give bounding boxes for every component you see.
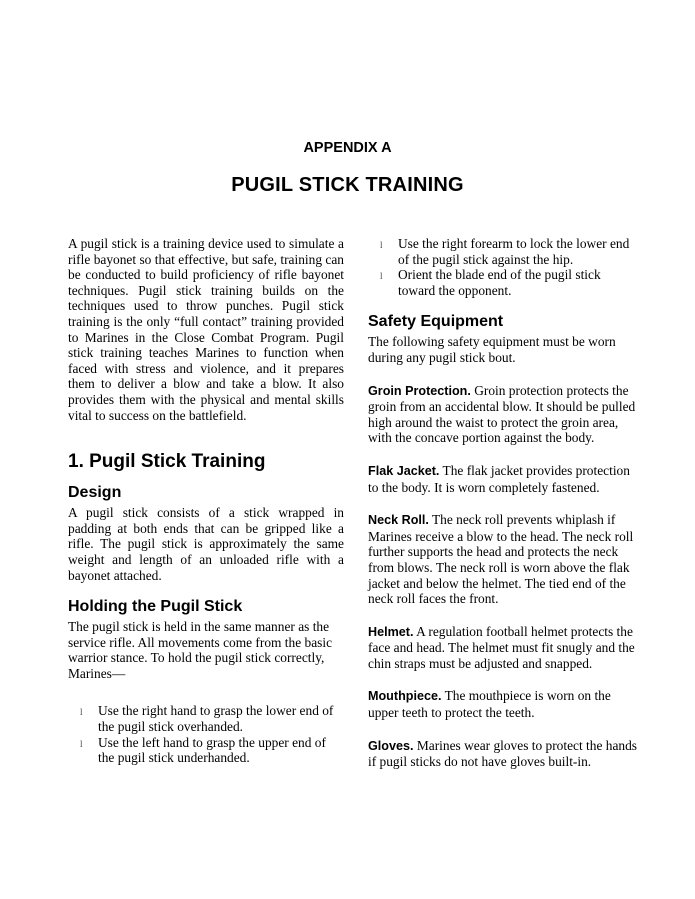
safety-paragraph: The following safety equipment must be worn during any pugil stick bout. bbox=[368, 334, 616, 365]
item-text: The neck roll prevents whiplash if Marines receive a blow to the head. The neck roll further supports the head and protects the neck from blows. The neck roll is worn above the flak jacket and below the helmet. The tied end of the neck roll faces the front. bbox=[368, 512, 634, 607]
item-lead: Flak Jacket. bbox=[368, 463, 440, 478]
bullet-marker: l bbox=[80, 738, 83, 749]
item-lead: Helmet. bbox=[368, 624, 414, 639]
safety-heading: Safety Equipment bbox=[368, 313, 504, 331]
holding-bullet-list bbox=[68, 703, 344, 765]
bullet-text: Orient the blade end of the pugil stick toward the opponent. bbox=[398, 267, 601, 298]
list-item bbox=[68, 703, 344, 734]
item-text: The mouthpiece is worn on the upper teeth to protect the teeth. bbox=[368, 688, 611, 721]
design-heading: Design bbox=[68, 484, 122, 502]
holding-paragraph: The pugil stick is held in the same manner as the service rifle. All movements come from the basic warrior stance. To hold the pugil stick correctly, Marines— bbox=[68, 619, 333, 681]
mouthpiece-paragraph bbox=[368, 688, 640, 720]
bullet-marker: l bbox=[80, 707, 83, 718]
list-item bbox=[368, 236, 640, 267]
bullet-marker: l bbox=[380, 271, 383, 282]
item-lead: Groin Protection. bbox=[368, 383, 471, 398]
item-text: Marines wear gloves to protect the hands if pugil sticks do not have gloves built-in. bbox=[368, 737, 637, 770]
right-column bbox=[368, 236, 640, 770]
appendix-label: APPENDIX A bbox=[303, 140, 392, 156]
section-heading: 1. Pugil Stick Training bbox=[68, 451, 266, 473]
holding-bullet-list-continued bbox=[368, 236, 640, 298]
bullet-text: Use the right forearm to lock the lower end of the pugil stick against the hip. bbox=[398, 236, 630, 267]
helmet-paragraph bbox=[368, 624, 640, 672]
groin-protection-paragraph bbox=[368, 383, 640, 446]
item-text: A regulation football helmet protects the face and head. The helmet must fit snugly and the chin straps must be adjusted and snapped. bbox=[368, 623, 635, 671]
item-lead: Gloves. bbox=[368, 738, 414, 753]
neck-roll-paragraph bbox=[368, 512, 640, 607]
list-item bbox=[368, 267, 640, 298]
item-text: Groin protection protects the groin from an accidental blow. It should be pulled high around the waist to protect the groin area, with the concave portion against the body. bbox=[368, 382, 636, 446]
item-lead: Mouthpiece. bbox=[368, 689, 442, 704]
intro-paragraph: A pugil stick is a training device used to simulate a rifle bayonet so that effective, but safe, training can be conducted to build proficiency of rifle bayonet techniques. Pugil stick training builds on the techniques used to throw punches. Pugil stick training is the only “full contact” training provided to Marines in the Close Combat Program. Pugil stick training teaches Marines to function when faced with stress and violence, and it prepares them to deliver a blow and take a blow. It also provides them with the physical and mental skills vital to success on the battlefield. bbox=[68, 236, 344, 423]
item-lead: Neck Roll. bbox=[368, 513, 429, 528]
gloves-paragraph bbox=[368, 738, 640, 770]
bullet-text: Use the left hand to grasp the upper end of the pugil stick underhanded. bbox=[98, 734, 326, 766]
list-item bbox=[68, 735, 344, 766]
flak-jacket-paragraph bbox=[368, 463, 640, 495]
bullet-marker: l bbox=[380, 240, 383, 250]
holding-heading: Holding the Pugil Stick bbox=[68, 598, 243, 616]
bullet-text: Use the right hand to grasp the lower end of the pugil stick overhanded. bbox=[98, 703, 334, 735]
design-paragraph: A pugil stick consists of a stick wrapped in padding at both ends that can be gripped like a rifle. The pugil stick is approximately the same weight and length of an unloaded rifle with a bayonet attached. bbox=[68, 505, 344, 583]
page-title: PUGIL STICK TRAINING bbox=[231, 174, 464, 196]
item-text: The flak jacket provides protection to the body. It is worn completely fastened. bbox=[368, 462, 630, 495]
left-column bbox=[68, 236, 344, 766]
